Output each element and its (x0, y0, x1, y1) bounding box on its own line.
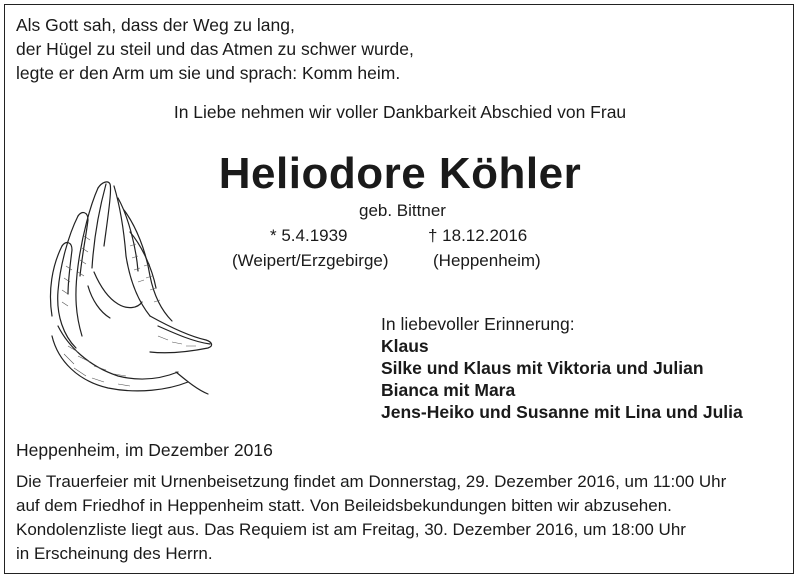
mourner-name: Bianca mit Mara (381, 380, 516, 400)
intro-text: In Liebe nehmen wir voller Dankbarkeit Abschied von Frau (173, 102, 627, 122)
poem-line: legte er den Arm um sie und sprach: Komm heim. (16, 63, 401, 83)
praying-hands-icon (38, 176, 218, 396)
poem-line: der Hügel zu steil und das Atmen zu schwer wurde, (16, 39, 414, 59)
poem-line: Als Gott sah, dass der Weg zu lang, (16, 15, 295, 35)
notice-line: Kondolenzliste liegt aus. Das Requiem ist am Freitag, 30. Dezember 2016, um 18:00 Uhr (16, 520, 686, 539)
notice-line: in Erscheinung des Herrn. (16, 544, 213, 563)
deceased-name: Heliodore Köhler (218, 149, 582, 198)
mourner-name: Klaus (381, 336, 429, 356)
notice-line: auf dem Friedhof in Heppenheim statt. Von Beileidsbekundungen bitten wir abzusehen. (16, 496, 672, 515)
mourners-heading: In liebevoller Erinnerung: (381, 314, 575, 334)
maiden-name: geb. Bittner (359, 201, 446, 220)
place-date: Heppenheim, im Dezember 2016 (16, 440, 273, 460)
birth-date: * 5.4.1939 (270, 226, 348, 245)
death-place: (Heppenheim) (433, 251, 541, 270)
birth-place: (Weipert/Erzgebirge) (232, 251, 389, 270)
notice-line: Die Trauerfeier mit Urnenbeisetzung findet am Donnerstag, 29. Dezember 2016, um 11:00 Uhr (16, 472, 727, 491)
mourner-name: Silke und Klaus mit Viktoria und Julian (381, 358, 704, 378)
death-date: † 18.12.2016 (428, 226, 528, 245)
mourner-name: Jens-Heiko und Susanne mit Lina und Julia (381, 402, 743, 422)
